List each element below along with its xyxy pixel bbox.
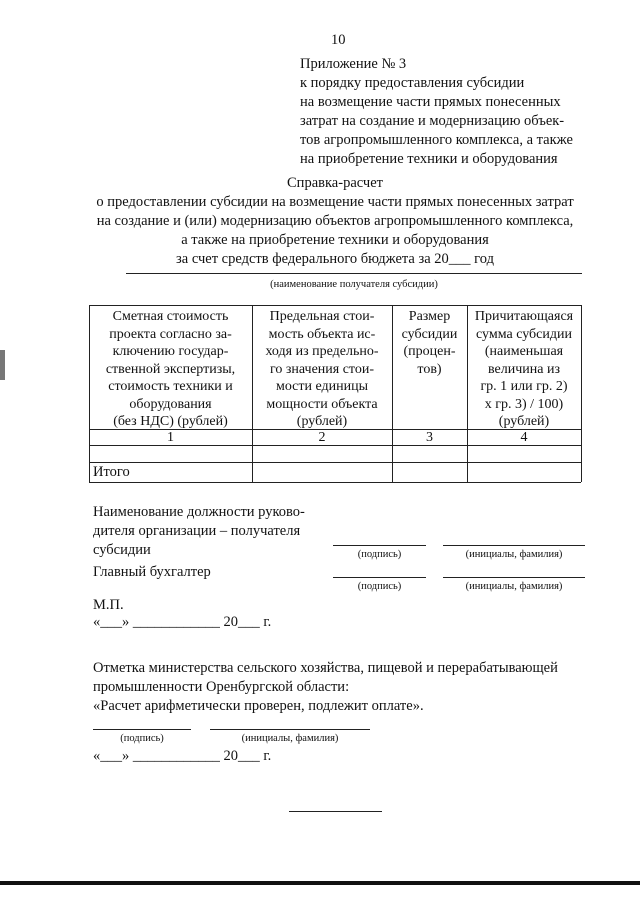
appendix-line: затрат на создание и модернизацию объек- — [300, 113, 565, 129]
ministry-signature-line[interactable] — [93, 729, 191, 730]
ministry-date-line[interactable]: «___» ____________ 20___ г. — [93, 748, 272, 764]
header-text: го значения стои- — [269, 361, 375, 377]
head-title-line: дителя организации – получателя — [93, 523, 301, 539]
signature-caption: (подпись) — [357, 549, 402, 560]
page-bottom-bar — [0, 881, 640, 885]
header-text: (рублей) — [498, 414, 550, 429]
header-text: гр. 1 или гр. 2) — [480, 379, 568, 394]
appendix-line: на возмещение части прямых понесенных — [300, 94, 561, 110]
ministry-note — [93, 659, 558, 716]
header-text: Размер — [408, 309, 451, 324]
header-text: сумма субсидии — [476, 326, 572, 342]
column-number: 4 — [520, 430, 528, 445]
header-text: величина из — [488, 361, 560, 377]
header-text: (наименьшая — [484, 344, 564, 359]
heading-title: Справка-расчет — [287, 175, 383, 191]
header-text: оборудования — [129, 396, 212, 412]
header-text: Предельная стои- — [269, 309, 375, 324]
name-caption: (инициалы, фамилия) — [465, 581, 563, 592]
header-text: мость объекта ис- — [268, 326, 376, 342]
recipient-caption: (наименование получателя субсидии) — [270, 279, 438, 290]
ministry-name-line[interactable] — [210, 729, 370, 730]
signature-caption: (подпись) — [120, 733, 164, 744]
page-number: 10 — [331, 32, 346, 48]
table-border-bottom — [89, 482, 581, 483]
header-text: Сметная стоимость — [112, 309, 229, 324]
table-header-cell — [392, 308, 467, 378]
appendix-line: на приобретение техники и оборудования — [300, 151, 558, 167]
header-text: мощности объекта — [266, 396, 378, 412]
signature-caption: (подпись) — [357, 581, 402, 592]
closing-line — [289, 811, 382, 812]
heading-line: о предоставлении субсидии на возмещение части прямых понесенных затрат — [96, 194, 574, 210]
column-number: 3 — [426, 430, 433, 445]
header-text: тов) — [417, 361, 442, 377]
table-border — [89, 462, 581, 463]
column-number: 1 — [167, 430, 174, 445]
table-header-cell — [252, 308, 392, 431]
header-text: (без НДС) (рублей) — [113, 414, 228, 429]
header-text: ходя из предельно- — [265, 344, 379, 359]
header-text: мости единицы — [275, 379, 369, 394]
appendix-block — [300, 55, 573, 169]
stamp-label: М.П. — [93, 597, 124, 613]
accountant-signature-line[interactable] — [333, 577, 426, 578]
header-text: субсидии — [401, 326, 458, 342]
table-header-cell — [467, 308, 581, 431]
heading-line: за счет средств федерального бюджета за 20___ год — [176, 251, 494, 267]
column-number: 2 — [318, 430, 326, 445]
header-text: (процен- — [403, 344, 456, 359]
header-text: Причитающаяся — [474, 309, 574, 324]
ministry-note-line: «Расчет арифметически проверен, подлежит оплате». — [93, 698, 424, 714]
head-title-block — [93, 503, 305, 560]
accountant-name-line[interactable] — [443, 577, 585, 578]
name-caption: (инициалы, фамилия) — [465, 549, 563, 560]
head-title-line: Наименование должности руково- — [93, 504, 305, 520]
name-caption: (инициалы, фамилия) — [241, 733, 339, 744]
document-heading — [30, 174, 640, 269]
date-line[interactable]: «___» ____________ 20___ г. — [93, 614, 272, 630]
heading-line: на создание и (или) модернизацию объектов агропромышленного комплекса, — [96, 213, 574, 229]
table-border-right — [581, 305, 582, 482]
scan-edge-mark — [0, 350, 5, 380]
header-text: стоимость техники и — [108, 379, 233, 394]
table-header-cell — [89, 308, 252, 431]
header-text: ственной экспертизы, — [105, 361, 236, 377]
header-text: ключению государ- — [112, 344, 229, 359]
head-signature-line[interactable] — [333, 545, 426, 546]
table-border-top — [89, 305, 581, 306]
ministry-note-line: Отметка министерства сельского хозяйства, пищевой и перерабатывающей — [93, 660, 558, 676]
chief-accountant-label: Главный бухгалтер — [93, 564, 211, 580]
appendix-line: к порядку предоставления субсидии — [300, 75, 525, 91]
total-row-label: Итого — [93, 464, 130, 480]
recipient-name-line — [126, 273, 582, 274]
head-name-line[interactable] — [443, 545, 585, 546]
ministry-note-line: промышленности Оренбургской области: — [93, 679, 350, 695]
header-text: х гр. 3) / 100) — [484, 396, 564, 412]
appendix-title: Приложение № 3 — [300, 56, 407, 72]
header-text: (рублей) — [296, 414, 348, 429]
appendix-line: тов агропромышленного комплекса, а также — [300, 132, 573, 148]
head-title-line: субсидии — [93, 542, 151, 558]
heading-line: а также на приобретение техники и оборудования — [181, 232, 489, 248]
header-text: проекта согласно за- — [109, 326, 232, 342]
